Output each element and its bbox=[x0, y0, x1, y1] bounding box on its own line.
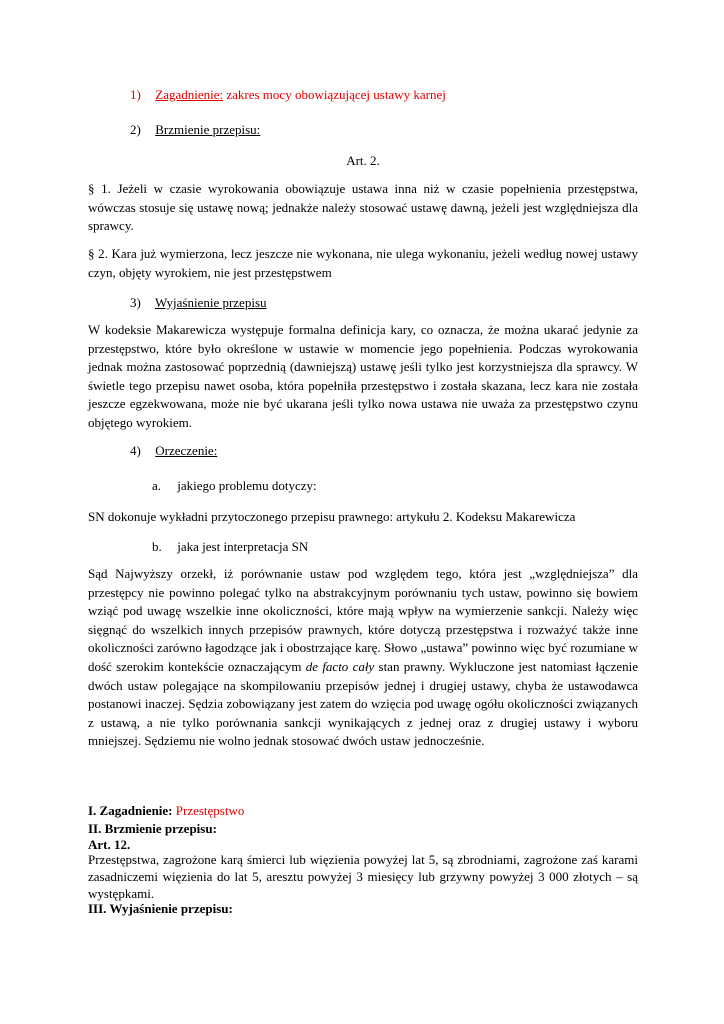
section-1-label: Zagadnienie: bbox=[155, 87, 224, 102]
sub-item-a-text: jakiego problemu dotyczy: bbox=[177, 478, 317, 493]
part2-wording-label: II. Brzmienie przepisu: bbox=[88, 821, 217, 836]
ruling-text-part-1: Sąd Najwyższy orzekł, iż porównanie ustaw pod względem tego, która jest „względniejsza” dla przestępcy nie powinno polegać tylko na abstrakcyjnym porównaniu tych ustaw, powinno się bowiem wziąć pod uwagę wszelkie inne okoliczności, które mają wpływ na wymierzenie sankcji. Należy więc sięgnąć do wszelkich innych przepisów prawnych, które dotyczą przestępstwa i rozważyć także inne okoliczności zarówno łagodzące jak i obostrzające karę. Słowo „ustawa” powinno więc być rozumiane w dość szerokim kontekście oznaczającym bbox=[88, 566, 638, 674]
section-2-number: 2) bbox=[130, 122, 141, 137]
explanation-paragraph: W kodeksie Makarewicza występuje formalna definicja kary, co oznacza, że można ukarać jedynie za przestępstwo, które było określone w ustawie w momencie jego popełnienia. Podczas wyrokowania jednak można zastosować poprzednią (dawniejszą) ustawę jeśli tylko jest korzystniejsza dla sprawcy. W świetle tego przepisu nawet osoba, która popełniła przestępstwo i została skazana, lecz kara nie została jeszcze egzekwowana, może nie być ukarana jeśli tylko nowa ustawa nie uważa za przestępstwo czynu objętego wyrokiem. bbox=[88, 322, 638, 430]
section-3-label: Wyjaśnienie przepisu bbox=[155, 295, 267, 310]
ruling-paragraph bbox=[88, 565, 638, 751]
article-title: Art. 2. bbox=[346, 153, 380, 168]
section-1-number: 1) bbox=[130, 87, 141, 102]
sub-item-b bbox=[152, 538, 308, 556]
section-4-label: Orzeczenie: bbox=[155, 443, 218, 458]
section-1-value: zakres mocy obowiązującej ustawy karnej bbox=[226, 87, 446, 102]
part2-article-text: Przestępstwa, zagrożone karą śmierci lub więzienia powyżej lat 5, są zbrodniami, zagrożone zaś karami zasadniczemi więzienia do lat 5, aresztu powyżej 3 miesięcy lub grzywny powyżej 3 000 złotych – są występkami. bbox=[88, 852, 638, 901]
sub-item-b-letter: b. bbox=[152, 539, 162, 554]
paragraph-2: § 2. Kara już wymierzona, lecz jeszcze nie wykonana, nie ulega wykonaniu, jeżeli według nowej ustawy czyn, objęty wyrokiem, nie jest przestępstwem bbox=[88, 246, 638, 280]
part2-article-title: Art. 12. bbox=[88, 837, 131, 852]
section-2-heading bbox=[130, 121, 260, 139]
section-1-heading bbox=[130, 86, 446, 104]
ruling-text-part-2: stan prawny. Wykluczone jest natomiast łączenie dwóch ustaw polegające na skompilowaniu przepisów jednej i drugiej ustawy, chyba że ustawodawca postanowi inaczej. Sędzia zobowiązany jest zatem do wzięcia pod uwagę ogółu okoliczności związanych z ustawą, a nie tylko porównania sankcji wynikających z jednej oraz z drugiej ustawy i wyboru mniejszej. Sędziemu nie wolno jednak stosować dwóch ustaw jednocześnie. bbox=[88, 658, 639, 749]
section-3-heading bbox=[130, 294, 267, 312]
section-4-heading bbox=[130, 442, 217, 460]
part2-topic-label: I. Zagadnienie: bbox=[88, 803, 173, 818]
answer-a: SN dokonuje wykładni przytoczonego przepisu prawnego: artykułu 2. Kodeksu Makarewicza bbox=[88, 509, 576, 524]
part2-explanation-label: III. Wyjaśnienie przepisu: bbox=[88, 901, 233, 916]
sub-item-b-text: jaka jest interpretacja SN bbox=[177, 539, 309, 554]
paragraph-1: § 1. Jeżeli w czasie wyrokowania obowiązuje ustawa inna niż w czasie popełnienia przestępstwa, wówczas stosuje się ustawę nową; jednakże należy stosować ustawę dawną, jeżeli jest względniejsza dla sprawcy. bbox=[88, 181, 638, 234]
section-2-label: Brzmienie przepisu: bbox=[155, 122, 261, 137]
section-4-number: 4) bbox=[130, 443, 141, 458]
sub-item-a-letter: a. bbox=[152, 478, 162, 493]
sub-item-a bbox=[152, 477, 317, 495]
part2-topic bbox=[88, 802, 244, 820]
part2-topic-value: Przestępstwo bbox=[175, 803, 245, 818]
ruling-italic-phrase: de facto cały bbox=[305, 658, 375, 674]
section-3-number: 3) bbox=[130, 295, 141, 310]
